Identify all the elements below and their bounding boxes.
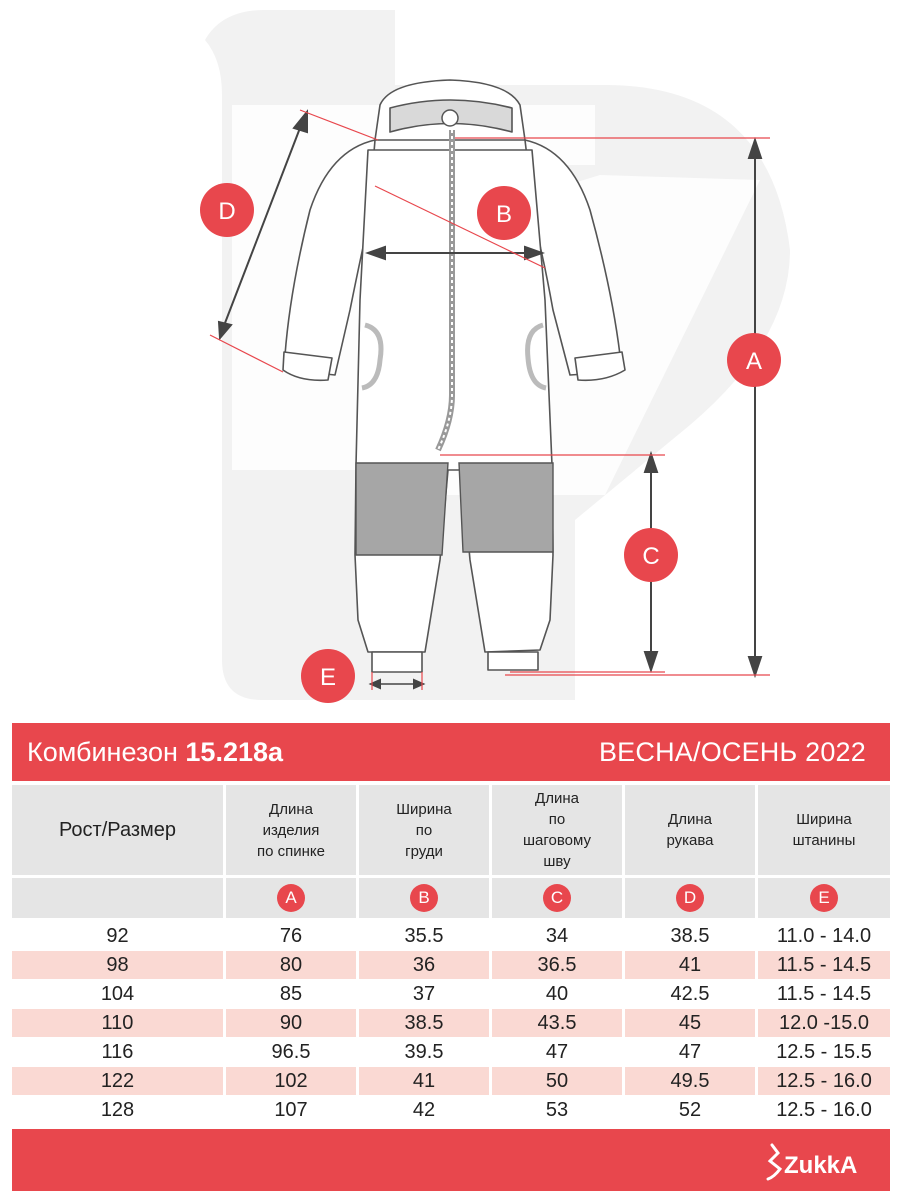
cell-c: 50 [492, 1067, 622, 1095]
cell-b: 37 [412, 982, 436, 1005]
cell-d: 41 [625, 951, 755, 979]
cell-e: 12.0 -15.0 [758, 1009, 890, 1037]
size-header-label: Рост/Размер [58, 818, 177, 841]
table-row [12, 922, 890, 950]
header-leg-width [758, 785, 890, 875]
header-leg-width-label: Ширина штанины [792, 811, 856, 849]
marker-e [301, 649, 355, 703]
cell-e: 11.0 - 14.0 [776, 924, 872, 947]
title-bar [12, 723, 890, 781]
cell-e: 12.5 - 15.5 [776, 1040, 872, 1063]
marker-c-label: C [642, 543, 660, 570]
badge-cell-d [625, 878, 755, 918]
cell-size: 122 [12, 1067, 223, 1095]
season-label: ВЕСНА/ОСЕНЬ 2022 [598, 736, 866, 767]
badge-a: A [277, 884, 305, 912]
cell-b: 42 [412, 1098, 436, 1121]
table-row [12, 1096, 890, 1124]
badge-d: D [676, 884, 704, 912]
badge-cell-c [492, 878, 622, 918]
cell-size: 104 [100, 982, 135, 1005]
cell-d: 45 [625, 1009, 755, 1037]
cell-e: 12.5 - 16.0 [776, 1098, 872, 1121]
badge-b: B [410, 884, 438, 912]
marker-a [727, 333, 781, 387]
table-row [12, 980, 890, 1008]
cell-size: 128 [100, 1098, 135, 1121]
marker-d-label: D [218, 198, 236, 225]
marker-b-label: B [495, 201, 513, 228]
cell-a: 90 [226, 1009, 356, 1037]
header-back-length [226, 785, 356, 875]
cell-e: 11.5 - 14.5 [776, 982, 872, 1005]
cell-c: 43.5 [492, 1009, 622, 1037]
brand-logo-text: ZukkA [784, 1152, 858, 1179]
cell-b: 36 [359, 951, 489, 979]
header-sleeve-length [625, 785, 755, 875]
cell-size: 110 [12, 1009, 223, 1037]
header-inseam-length-label: Длина по шаговому шву [523, 790, 591, 870]
cell-d: 38.5 [670, 924, 710, 947]
cell-b: 35.5 [404, 924, 444, 947]
header-chest-width [359, 785, 489, 875]
cell-c: 53 [545, 1098, 569, 1121]
cell-d: 52 [678, 1098, 702, 1121]
badge-e: E [810, 884, 838, 912]
cell-e: 12.5 - 16.0 [758, 1067, 890, 1095]
cell-a: 76 [279, 924, 303, 947]
cell-a: 102 [226, 1067, 356, 1095]
cell-b: 41 [359, 1067, 489, 1095]
cell-size: 92 [106, 924, 129, 947]
product-title [27, 737, 283, 768]
cell-size: 98 [12, 951, 223, 979]
zipper-pull [442, 110, 458, 126]
cell-c: 36.5 [492, 951, 622, 979]
table-row [12, 1067, 890, 1095]
header-chest-width-label: Ширина по груди [396, 800, 452, 860]
cell-a: 85 [279, 982, 303, 1005]
marker-c [624, 528, 678, 582]
header-back-length-label: Длина изделия по спинке [257, 800, 325, 860]
badge-c: C [543, 884, 571, 912]
table-row [12, 1038, 890, 1066]
table-row [12, 1009, 890, 1037]
size-header [12, 785, 223, 875]
footer-bar [12, 1129, 890, 1191]
marker-e-label: E [319, 664, 337, 691]
badge-cell-b [359, 878, 489, 918]
product-code: 15.218a [185, 736, 284, 767]
badge-cell-a [226, 878, 356, 918]
cell-b: 38.5 [359, 1009, 489, 1037]
cell-e: 11.5 - 14.5 [758, 951, 890, 979]
cell-c: 40 [545, 982, 569, 1005]
marker-b [477, 186, 531, 240]
cell-d: 42.5 [670, 982, 710, 1005]
cell-c: 47 [545, 1040, 569, 1063]
cell-b: 39.5 [404, 1040, 444, 1063]
product-prefix: Комбинезон [27, 736, 178, 767]
header-sleeve-length-label: Длина рукава [666, 811, 714, 849]
cell-a: 96.5 [271, 1040, 311, 1063]
badge-cell-e [758, 878, 890, 918]
marker-a-label: A [745, 348, 763, 375]
header-inseam-length [492, 785, 622, 875]
cell-a: 80 [226, 951, 356, 979]
cell-size: 116 [101, 1040, 134, 1063]
table-row [12, 951, 890, 979]
size-header-badge-cell [12, 878, 223, 918]
cell-a: 107 [274, 1098, 308, 1121]
cell-d: 47 [678, 1040, 702, 1063]
cell-d: 49.5 [625, 1067, 755, 1095]
cell-c: 34 [545, 924, 569, 947]
brand-logo [764, 1139, 874, 1183]
marker-d [200, 183, 254, 237]
